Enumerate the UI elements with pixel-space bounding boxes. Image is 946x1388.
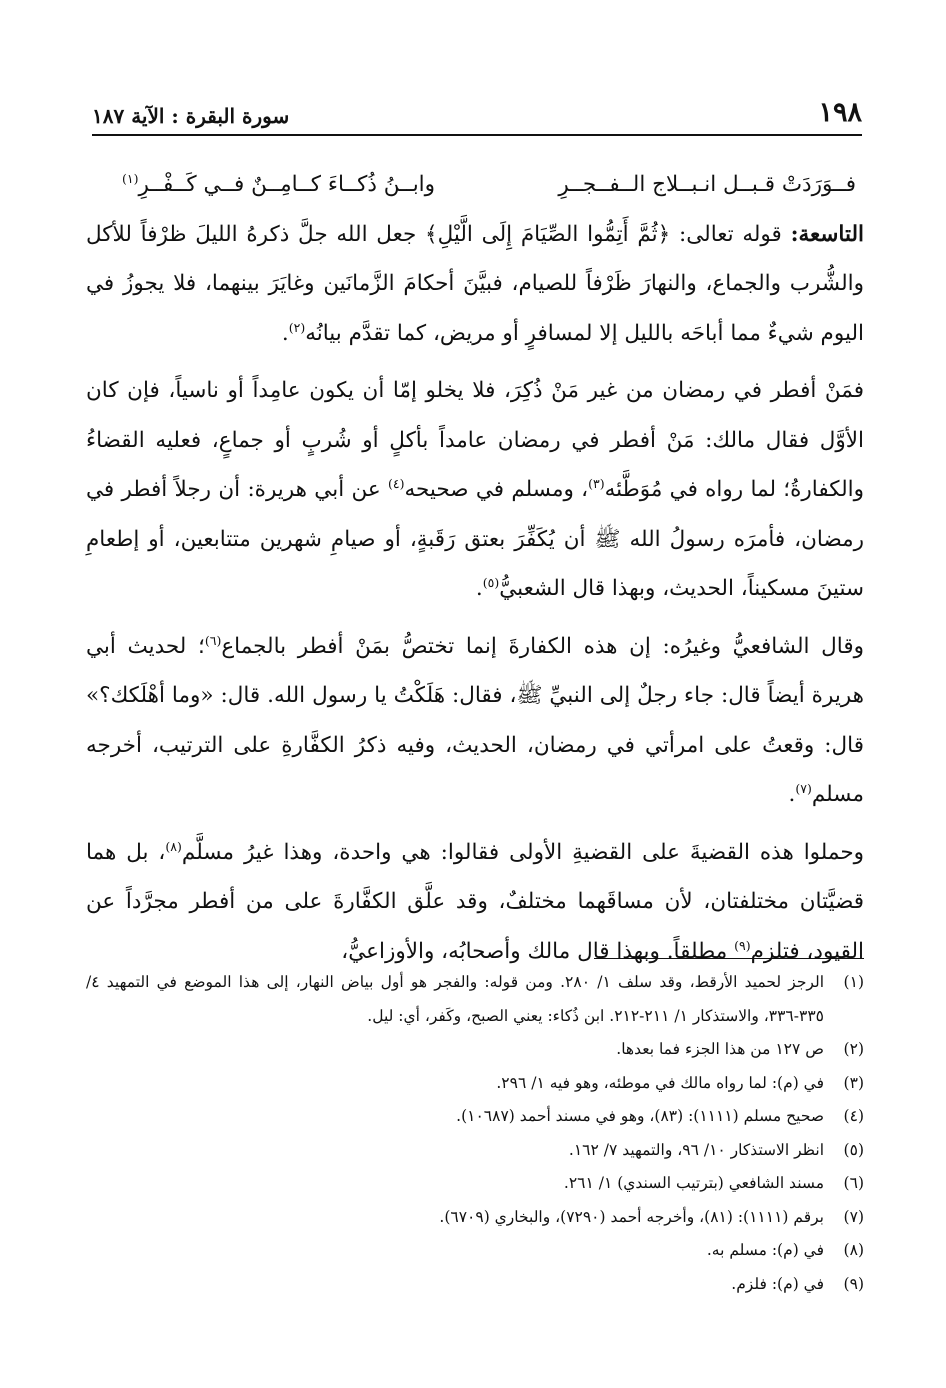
footnote-number: (٣) — [843, 1073, 864, 1092]
paragraph-text: فمَنْ أفطر في رمضان من غير مَنْ ذُكِرَ، فلا يخلو إمّا أن يكون عامِداً أو ناسياً، فإن كان الأوَّل فقال مالك: مَنْ أفطر في رمضان عامداً بأكلٍ أو شُربٍ أو جماعٍ، فعليه القضاءُ والكفارةُ؛ لما رواه في مُوَطَّئه — [86, 378, 864, 502]
footnote-number: (٧) — [843, 1207, 864, 1226]
paragraph-text: وحملوا هذه القضيةَ على القضيةِ الأولى فقالوا: هي واحدة، وهذا غيرُ مسلَّم — [181, 839, 865, 865]
paragraph — [86, 366, 864, 614]
footnote-reference: (٩) — [734, 937, 751, 953]
footnote-text: صحيح مسلم (١١١١): (٨٣)، وهو في مسند أحمد (١٠٦٨٧). — [456, 1107, 824, 1125]
footnote-separator — [594, 958, 864, 959]
footnote-reference: (٦) — [204, 632, 222, 648]
paragraph — [86, 622, 864, 820]
running-head — [92, 96, 862, 136]
footnote-text: برقم (١١١١): (٨١)، وأخرجه أحمد (٧٢٩٠)، والبخاري (٦٧٠٩). — [439, 1207, 824, 1226]
paragraph-label: التاسعة: — [790, 221, 864, 247]
footnote-text: انظر الاستذكار ١٠/ ٩٦، والتمهيد ٧/ ١٦٢. — [568, 1140, 824, 1159]
footnote-text: في (م): فلزم. — [731, 1274, 824, 1293]
footnote-text: مسند الشافعي (بترتيب السندي) ١/ ٢٦١. — [563, 1174, 824, 1192]
verse-second-hemistich: وابــنُ ذُكــاءَ كــامِــنٌ فــي كَــفْــرِ$^{(١)}$ — [122, 170, 436, 197]
paragraph-text: وقال الشافعيُّ وغيرُه: إن هذه الكفارةَ إنما تختصُّ بمَنْ أفطر بالجماع — [221, 633, 864, 659]
footnote-text: ص ١٢٧ من هذا الجزء فما بعدها. — [616, 1040, 824, 1058]
footnote — [86, 1033, 864, 1067]
paragraph-text: . — [281, 320, 289, 346]
footnote-number: (٨) — [843, 1241, 864, 1259]
footnote — [86, 1268, 864, 1302]
footnote — [86, 1067, 864, 1101]
footnotes — [86, 966, 864, 1301]
verse-line — [86, 160, 864, 210]
footnote-reference: (٤) — [388, 475, 405, 491]
paragraph-text: . — [475, 576, 483, 601]
page-number: ١٩٨ — [818, 97, 862, 128]
footnote-number: (٥) — [843, 1140, 864, 1159]
paragraph-text: مطلقاً. وبهذا قال مالك وأصحابُه، والأوزاعيُّ، — [341, 938, 735, 964]
verse-first-hemistich: فــوَرَدَتْ قـبــل انـبــلاج الــفــجــرِ — [558, 172, 856, 197]
paragraph — [86, 828, 864, 977]
footnote-text: الرجز لحميد الأرقط، وقد سلف ١/ ٢٨٠. ومن قوله: والفجر هو أول بياض النهار، إلى هذا الموضع في التمهيد ٤/ ٣٣٥-٣٣٦، والاستذكار ١/ ٢١١-٢١٢. ابن ذُكاء: يعني الصبح، وكَفر، أي: ليل. — [86, 973, 825, 1025]
paragraph — [86, 210, 864, 359]
footnote-number: (٤) — [843, 1107, 864, 1125]
main-text — [86, 160, 864, 976]
footnote-text: في (م): لما رواه مالك في موطئه، وهو فيه ١/ ٢٩٦. — [496, 1073, 824, 1092]
footnote-reference: (٥) — [482, 574, 500, 590]
footnote — [86, 1134, 864, 1168]
footnote — [86, 1167, 864, 1201]
paragraph-text: عن أبي هريرة: أن رجلاً أفطر في رمضان، فأمرَه رسولُ الله ﷺ أن يُكَفِّرَ بعتق رَقَبةٍ، أو صيامِ شهرين متتابعين، أو إطعامِ ستينَ مسكيناً، الحديث، وبهذا قال الشعبيُّ — [86, 477, 864, 601]
footnote-reference: (٣) — [588, 475, 605, 491]
paragraph-text: ؛ لحديث أبي هريرة أيضاً قال: جاء رجلٌ إلى النبيِّ ﷺ، فقال: هَلَكْتُ يا رسول الله. قال: «وما أهْلَكك؟» قال: وقعتُ على امرأتي في رمضان، الحديث، وفيه ذكرُ الكفَّارةِ على الترتيب، أخرجه مسلم — [86, 633, 864, 807]
footnote-reference: (٢) — [288, 319, 306, 335]
paragraph-text: ، بل هما قضيَّتان مختلفتان، لأن مساقَهما مختلفٌ، وقد علَّق الكفَّارةَ على من أفطر مجرَّداً عن القيود، فتلزم — [86, 839, 864, 964]
footnote-reference: (٧) — [795, 780, 812, 796]
footnote-number: (١) — [843, 973, 864, 991]
footnote-number: (٦) — [843, 1174, 864, 1192]
footnote-number: (٩) — [843, 1274, 864, 1293]
footnote-number: (٢) — [843, 1040, 864, 1058]
paragraph-text: ، ومسلم في صحيحه — [404, 477, 589, 502]
footnote — [86, 966, 864, 1033]
footnote — [86, 1100, 864, 1134]
footnote — [86, 1234, 864, 1268]
footnote-text: في (م): مسلم به. — [706, 1241, 824, 1259]
footnote — [86, 1201, 864, 1235]
footnote-reference: (١) — [122, 170, 139, 186]
paragraph-text: قوله تعالى: ﴿ثُمَّ أَتِمُّوا الصِّيَامَ إِلَى الَّيْلِ﴾ جعل الله جلَّ ذكرهُ الليلَ ظرْفاً للأكل والشُّرب والجماع، والنهارَ ظَرْفاً للصيام، فبيَّنَ أحكامَ الزَّمانَين وغايَرَ بينهما، فلا يجوزُ في اليوم شيءٌ مما أباحَه بالليل إلا لمسافرٍ أو مريض، كما تقدَّم بيانُه — [86, 221, 864, 346]
running-title: سورة البقرة : الآية ١٨٧ — [92, 104, 290, 128]
paragraph-text: . — [788, 782, 796, 807]
footnote-reference: (٨) — [165, 838, 182, 854]
